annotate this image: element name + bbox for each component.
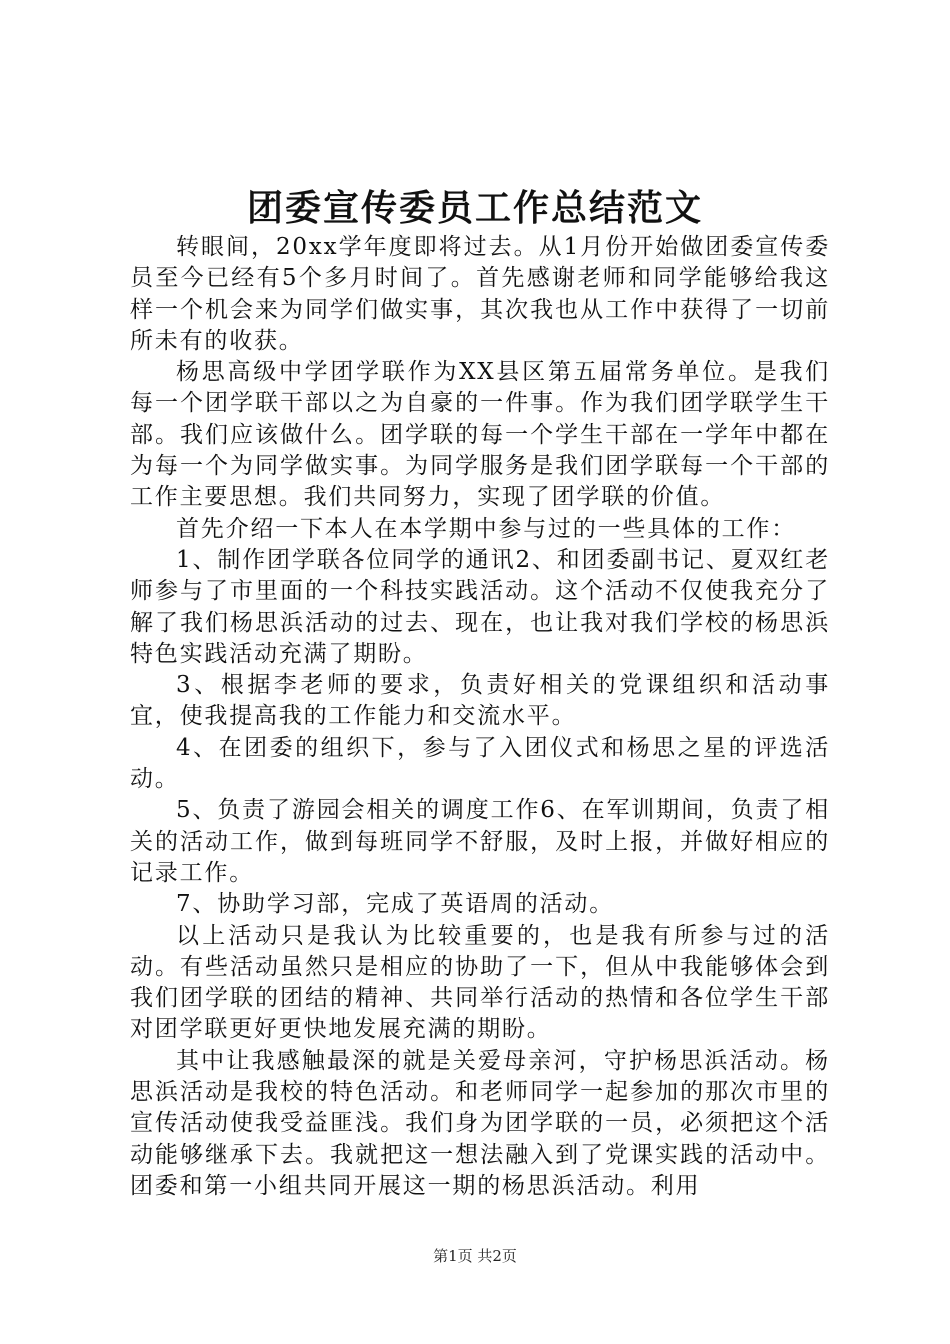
document-body xyxy=(130,232,830,1202)
paragraph: 其中让我感触最深的就是关爱母亲河，守护杨思浜活动。杨思浜活动是我校的特色活动。和老师同学一起参加的那次市里的宣传活动使我受益匪浅。我们身为团学联的一员，必须把这个活动能够继承下去。我就把这一想法融入到了党课实践的活动中。团委和第一小组共同开展这一期的杨思浜活动。利用 xyxy=(130,1047,830,1199)
paragraph: 4、在团委的组织下，参与了入团仪式和杨思之星的评选活动。 xyxy=(130,734,830,793)
document-title: 团委宣传委员工作总结范文 xyxy=(246,187,703,229)
paragraph: 转眼间，20xx学年度即将过去。从1月份开始做团委宣传委员至今已经有5个多月时间了。首先感谢老师和同学能够给我这样一个机会来为同学们做实事，其次我也从工作中获得了一切前所未有的收获。 xyxy=(130,234,830,354)
page-number-footer: 第1页 共2页 xyxy=(433,1247,517,1265)
paragraph: 杨思高级中学团学联作为XX县区第五届常务单位。是我们每一个团学联干部以之为自豪的一件事。作为我们团学联学生干部。我们应该做什么。团学联的每一个学生干部在一学年中都在为每一个为同学做实事。为同学服务是我们团学联每一个干部的工作主要思想。我们共同努力，实现了团学联的价值。 xyxy=(130,359,830,511)
paragraph: 3、根据李老师的要求，负责好相关的党课组织和活动事宜，使我提高我的工作能力和交流水平。 xyxy=(130,672,830,730)
paragraph: 1、制作团学联各位同学的通讯2、和团委副书记、夏双红老师参与了市里面的一个科技实践活动。这个活动不仅使我充分了解了我们杨思浜活动的过去、现在，也让我对我们学校的杨思浜特色实践活动充满了期盼。 xyxy=(130,546,830,667)
paragraph: 以上活动只是我认为比较重要的，也是我有所参与过的活动。有些活动虽然只是相应的协助了一下，但从中我能够体会到我们团学联的团结的精神、共同举行活动的热情和各位学生干部对团学联更好更快地发展充满的期盼。 xyxy=(130,922,830,1043)
paragraph: 5、负责了游园会相关的调度工作6、在军训期间，负责了相关的活动工作，做到每班同学不舒服，及时上报，并做好相应的记录工作。 xyxy=(130,797,830,886)
paragraph: 首先介绍一下本人在本学期中参与过的一些具体的工作： xyxy=(176,515,796,542)
paragraph: 7、协助学习部，完成了英语周的活动。 xyxy=(176,891,615,918)
